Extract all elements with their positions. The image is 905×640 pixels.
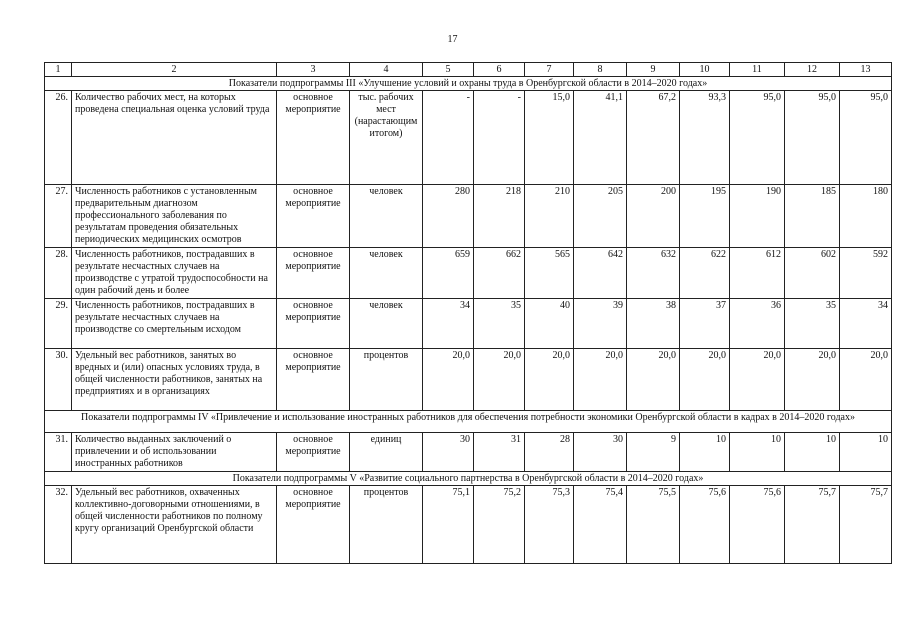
value-cell: 218 <box>474 185 525 248</box>
value-cell: 20,0 <box>627 349 680 411</box>
unit-of-measure: тыс. рабочих мест (нарастающим итогом) <box>350 91 423 185</box>
column-number: 12 <box>785 63 840 77</box>
row-number: 31. <box>45 433 72 472</box>
event-type: основное мероприятие <box>277 349 350 411</box>
column-number: 3 <box>277 63 350 77</box>
column-number: 8 <box>574 63 627 77</box>
value-cell: 565 <box>525 248 574 299</box>
value-cell: 20,0 <box>525 349 574 411</box>
page-number: 17 <box>447 34 458 45</box>
column-number: 4 <box>350 63 423 77</box>
row-number: 29. <box>45 299 72 349</box>
value-cell: 642 <box>574 248 627 299</box>
event-type: основное мероприятие <box>277 299 350 349</box>
value-cell: 35 <box>785 299 840 349</box>
value-cell: 10 <box>840 433 892 472</box>
value-cell: 75,7 <box>840 486 892 564</box>
value-cell: 30 <box>423 433 474 472</box>
row-number: 27. <box>45 185 72 248</box>
value-cell: 20,0 <box>574 349 627 411</box>
value-cell: 180 <box>840 185 892 248</box>
value-cell: 185 <box>785 185 840 248</box>
value-cell: 95,0 <box>785 91 840 185</box>
event-type: основное мероприятие <box>277 185 350 248</box>
value-cell: 20,0 <box>730 349 785 411</box>
value-cell: 15,0 <box>525 91 574 185</box>
table-row <box>45 433 892 472</box>
section-title: Показатели подпрограммы V «Развитие социального партнерства в Оренбургской области в 2014–2020 годах» <box>45 472 892 486</box>
table-row <box>45 486 892 564</box>
value-cell: 10 <box>680 433 730 472</box>
indicator-name: Численность работников, пострадавших в результате несчастных случаев на производстве с утратой трудоспособности на один рабочий день и более <box>72 248 277 299</box>
indicator-name: Численность работников с установленным предварительным диагнозом профессионального заболевания по результатам проведения обязательных периодических медицинских осмотров <box>72 185 277 248</box>
value-cell: 34 <box>840 299 892 349</box>
value-cell: 9 <box>627 433 680 472</box>
table-body <box>45 63 892 564</box>
section-title: Показатели подпрограммы III «Улучшение условий и охраны труда в Оренбургской области в 2014–2020 годах» <box>45 77 892 91</box>
column-number: 10 <box>680 63 730 77</box>
value-cell: 34 <box>423 299 474 349</box>
unit-of-measure: человек <box>350 248 423 299</box>
value-cell: 75,6 <box>730 486 785 564</box>
value-cell: 20,0 <box>423 349 474 411</box>
value-cell: 39 <box>574 299 627 349</box>
value-cell: 75,2 <box>474 486 525 564</box>
indicator-name: Количество выданных заключений о привлечении и об использовании иностранных работников <box>72 433 277 472</box>
unit-of-measure: процентов <box>350 349 423 411</box>
value-cell: 20,0 <box>474 349 525 411</box>
value-cell: 41,1 <box>574 91 627 185</box>
column-number: 2 <box>72 63 277 77</box>
event-type: основное мероприятие <box>277 91 350 185</box>
value-cell: 37 <box>680 299 730 349</box>
value-cell: 659 <box>423 248 474 299</box>
section-header-row <box>45 411 892 433</box>
value-cell: 31 <box>474 433 525 472</box>
value-cell: 75,7 <box>785 486 840 564</box>
section-header-row <box>45 472 892 486</box>
unit-of-measure: процентов <box>350 486 423 564</box>
event-type: основное мероприятие <box>277 248 350 299</box>
value-cell: 20,0 <box>785 349 840 411</box>
column-number: 6 <box>474 63 525 77</box>
row-number: 32. <box>45 486 72 564</box>
value-cell: 662 <box>474 248 525 299</box>
indicator-name: Количество рабочих мест, на которых проведена специальная оценка условий труда <box>72 91 277 185</box>
row-number: 28. <box>45 248 72 299</box>
column-number: 5 <box>423 63 474 77</box>
value-cell: - <box>474 91 525 185</box>
value-cell: 30 <box>574 433 627 472</box>
event-type: основное мероприятие <box>277 433 350 472</box>
value-cell: 28 <box>525 433 574 472</box>
value-cell: 95,0 <box>840 91 892 185</box>
value-cell: 205 <box>574 185 627 248</box>
column-number: 9 <box>627 63 680 77</box>
unit-of-measure: человек <box>350 185 423 248</box>
indicator-name: Численность работников, пострадавших в результате несчастных случаев на производстве со смертельным исходом <box>72 299 277 349</box>
unit-of-measure: единиц <box>350 433 423 472</box>
indicators-table <box>44 62 892 564</box>
table-row <box>45 349 892 411</box>
table-row <box>45 248 892 299</box>
table-row <box>45 299 892 349</box>
indicator-name: Удельный вес работников, занятых во вредных и (или) опасных условиях труда, в общей численности работников, занятых на предприятиях и в организациях <box>72 349 277 411</box>
value-cell: 592 <box>840 248 892 299</box>
event-type: основное мероприятие <box>277 486 350 564</box>
column-number: 1 <box>45 63 72 77</box>
value-cell: 195 <box>680 185 730 248</box>
value-cell: 10 <box>785 433 840 472</box>
value-cell: 75,3 <box>525 486 574 564</box>
unit-of-measure: человек <box>350 299 423 349</box>
value-cell: 75,5 <box>627 486 680 564</box>
section-header-row <box>45 77 892 91</box>
value-cell: 622 <box>680 248 730 299</box>
value-cell: 75,1 <box>423 486 474 564</box>
value-cell: 75,4 <box>574 486 627 564</box>
value-cell: 632 <box>627 248 680 299</box>
value-cell: 10 <box>730 433 785 472</box>
column-number: 7 <box>525 63 574 77</box>
value-cell: 602 <box>785 248 840 299</box>
value-cell: 280 <box>423 185 474 248</box>
value-cell: 20,0 <box>680 349 730 411</box>
value-cell: 93,3 <box>680 91 730 185</box>
section-title: Показатели подпрограммы IV «Привлечение и использование иностранных работников для обеспечения потребности экономики Оренбургской области в кадрах в 2014–2020 годах» <box>45 411 892 433</box>
value-cell: 20,0 <box>840 349 892 411</box>
row-number: 26. <box>45 91 72 185</box>
value-cell: 95,0 <box>730 91 785 185</box>
value-cell: 67,2 <box>627 91 680 185</box>
value-cell: 40 <box>525 299 574 349</box>
value-cell: 35 <box>474 299 525 349</box>
value-cell: 75,6 <box>680 486 730 564</box>
value-cell: 210 <box>525 185 574 248</box>
value-cell: 190 <box>730 185 785 248</box>
value-cell: 36 <box>730 299 785 349</box>
column-number: 11 <box>730 63 785 77</box>
value-cell: - <box>423 91 474 185</box>
row-number: 30. <box>45 349 72 411</box>
value-cell: 612 <box>730 248 785 299</box>
indicator-name: Удельный вес работников, охваченных коллективно-договорными отношениями, в общей численности работников по полному кругу организаций Оренбургской области <box>72 486 277 564</box>
value-cell: 38 <box>627 299 680 349</box>
column-number: 13 <box>840 63 892 77</box>
table-row <box>45 91 892 185</box>
table-row <box>45 185 892 248</box>
value-cell: 200 <box>627 185 680 248</box>
column-number-row <box>45 63 892 77</box>
